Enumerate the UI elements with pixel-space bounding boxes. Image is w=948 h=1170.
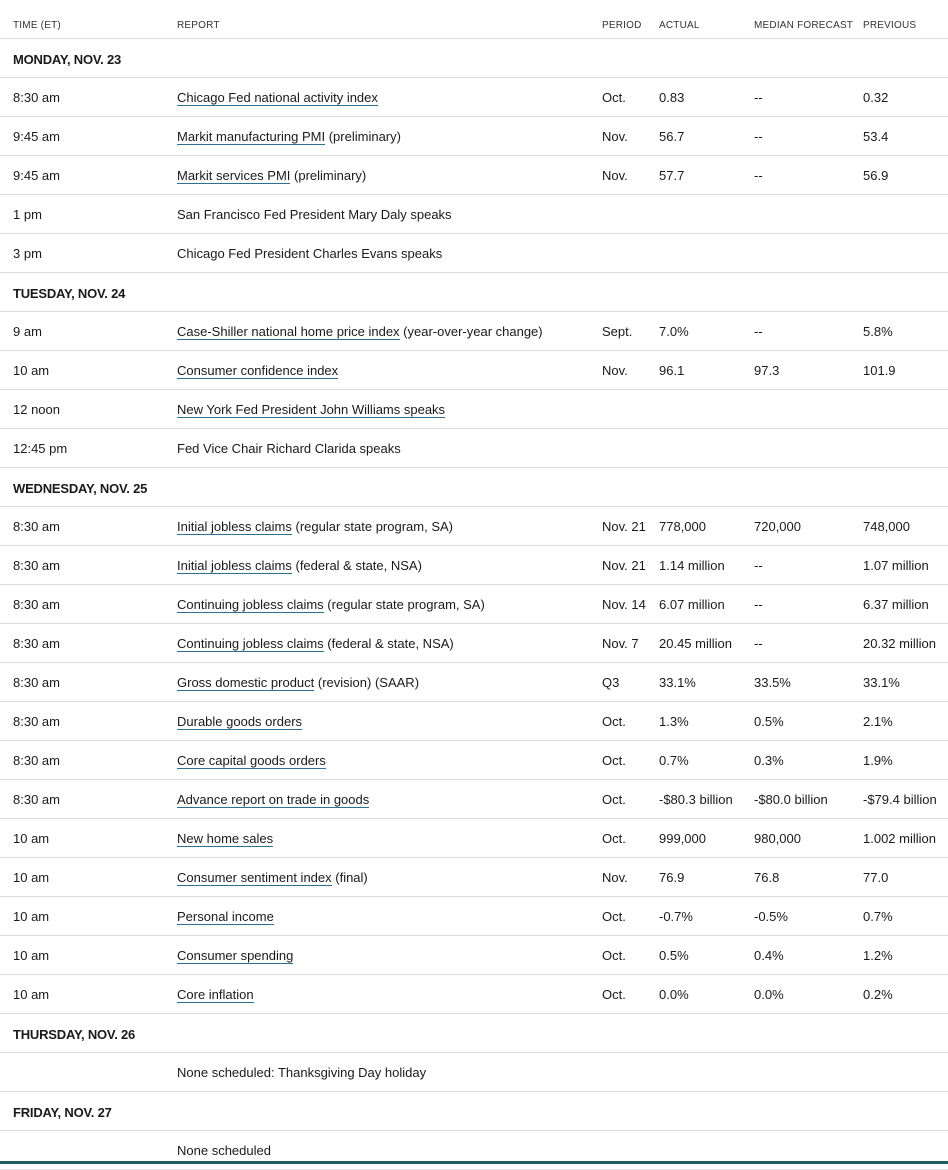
actual-cell: 1.3% bbox=[659, 714, 689, 729]
actual-cell: 96.1 bbox=[659, 363, 685, 378]
report-cell bbox=[177, 714, 302, 729]
time-cell: 9 am bbox=[13, 324, 42, 339]
median-forecast-cell: 980,000 bbox=[754, 831, 801, 846]
previous-cell: 748,000 bbox=[863, 519, 910, 534]
report-detail: (revision) (SAAR) bbox=[314, 675, 420, 690]
report-link[interactable]: Consumer spending bbox=[177, 948, 294, 963]
report-detail: (preliminary) bbox=[325, 129, 401, 144]
day-header bbox=[0, 1092, 948, 1131]
time-cell: 8:30 am bbox=[13, 636, 60, 651]
report-cell bbox=[177, 870, 368, 885]
report-detail: None scheduled: Thanksgiving Day holiday bbox=[177, 1065, 427, 1080]
table-row bbox=[0, 1131, 948, 1170]
day-header bbox=[0, 1014, 948, 1053]
report-link[interactable]: Initial jobless claims bbox=[177, 558, 292, 573]
report-cell bbox=[177, 519, 453, 534]
report-cell bbox=[177, 90, 378, 105]
table-header bbox=[0, 0, 948, 39]
table-row bbox=[0, 741, 948, 780]
actual-cell: 57.7 bbox=[659, 168, 685, 183]
table-row bbox=[0, 780, 948, 819]
report-detail: Chicago Fed President Charles Evans speaks bbox=[177, 246, 443, 261]
period-cell: Nov. 21 bbox=[602, 519, 646, 534]
table-row bbox=[0, 234, 948, 273]
report-cell bbox=[177, 792, 369, 807]
time-cell: 10 am bbox=[13, 870, 50, 885]
time-cell: 8:30 am bbox=[13, 753, 60, 768]
median-forecast-cell: 720,000 bbox=[754, 519, 801, 534]
median-forecast-cell: -$80.0 billion bbox=[754, 792, 828, 807]
header-time: TIME (ET) bbox=[13, 20, 61, 31]
report-link[interactable]: Consumer sentiment index bbox=[177, 870, 332, 885]
previous-cell: -$79.4 billion bbox=[863, 792, 937, 807]
day-label: FRIDAY, NOV. 27 bbox=[13, 1105, 112, 1120]
period-cell: Oct. bbox=[602, 909, 626, 924]
time-cell: 8:30 am bbox=[13, 519, 60, 534]
actual-cell: 0.5% bbox=[659, 948, 689, 963]
report-detail: Fed Vice Chair Richard Clarida speaks bbox=[177, 441, 401, 456]
day-label: TUESDAY, NOV. 24 bbox=[13, 286, 126, 301]
report-detail: San Francisco Fed President Mary Daly speaks bbox=[177, 207, 452, 222]
previous-cell: 77.0 bbox=[863, 870, 889, 885]
table-row bbox=[0, 663, 948, 702]
previous-cell: 0.2% bbox=[863, 987, 893, 1002]
report-link[interactable]: Markit manufacturing PMI bbox=[177, 129, 326, 144]
median-forecast-cell: 76.8 bbox=[754, 870, 780, 885]
report-link[interactable]: Personal income bbox=[177, 909, 274, 924]
time-cell: 8:30 am bbox=[13, 714, 60, 729]
period-cell: Nov. bbox=[602, 363, 628, 378]
report-cell bbox=[177, 987, 254, 1002]
median-forecast-cell: -- bbox=[754, 129, 763, 144]
actual-cell: 0.83 bbox=[659, 90, 685, 105]
time-cell: 8:30 am bbox=[13, 558, 60, 573]
report-cell bbox=[177, 948, 293, 963]
table-row bbox=[0, 897, 948, 936]
day-label: MONDAY, NOV. 23 bbox=[13, 52, 122, 67]
header-actual: ACTUAL bbox=[659, 20, 700, 31]
median-forecast-cell: 0.5% bbox=[754, 714, 784, 729]
actual-cell: 7.0% bbox=[659, 324, 689, 339]
table-row bbox=[0, 819, 948, 858]
median-forecast-cell: 0.0% bbox=[754, 987, 784, 1002]
median-forecast-cell: 0.3% bbox=[754, 753, 784, 768]
time-cell: 3 pm bbox=[13, 246, 42, 261]
table-row bbox=[0, 117, 948, 156]
actual-cell: 33.1% bbox=[659, 675, 696, 690]
period-cell: Nov. 21 bbox=[602, 558, 646, 573]
table-row bbox=[0, 429, 948, 468]
day-header bbox=[0, 39, 948, 78]
time-cell: 10 am bbox=[13, 987, 50, 1002]
time-cell: 10 am bbox=[13, 909, 50, 924]
table-row bbox=[0, 624, 948, 663]
median-forecast-cell: 97.3 bbox=[754, 363, 780, 378]
previous-cell: 6.37 million bbox=[863, 597, 929, 612]
report-link[interactable]: Markit services PMI bbox=[177, 168, 291, 183]
previous-cell: 53.4 bbox=[863, 129, 889, 144]
day-label: WEDNESDAY, NOV. 25 bbox=[13, 481, 148, 496]
table-row bbox=[0, 936, 948, 975]
time-cell: 8:30 am bbox=[13, 90, 60, 105]
period-cell: Oct. bbox=[602, 987, 626, 1002]
period-cell: Oct. bbox=[602, 753, 626, 768]
report-detail: (federal & state, NSA) bbox=[323, 636, 454, 651]
report-link[interactable]: Continuing jobless claims bbox=[177, 636, 324, 651]
median-forecast-cell: -- bbox=[754, 168, 763, 183]
table-row bbox=[0, 507, 948, 546]
time-cell: 12:45 pm bbox=[13, 441, 68, 456]
header-previous: PREVIOUS bbox=[863, 20, 917, 31]
actual-cell: 0.7% bbox=[659, 753, 689, 768]
period-cell: Sept. bbox=[602, 324, 633, 339]
report-detail: (regular state program, SA) bbox=[323, 597, 485, 612]
report-link[interactable]: Initial jobless claims bbox=[177, 519, 292, 534]
time-cell: 8:30 am bbox=[13, 597, 60, 612]
table-row bbox=[0, 702, 948, 741]
report-cell bbox=[177, 168, 366, 183]
period-cell: Oct. bbox=[602, 792, 626, 807]
report-cell bbox=[177, 207, 452, 222]
report-link[interactable]: Consumer confidence index bbox=[177, 363, 339, 378]
header-period: PERIOD bbox=[602, 20, 642, 31]
period-cell: Oct. bbox=[602, 90, 626, 105]
report-link[interactable]: Gross domestic product bbox=[177, 675, 315, 690]
median-forecast-cell: -- bbox=[754, 636, 763, 651]
actual-cell: 76.9 bbox=[659, 870, 685, 885]
previous-cell: 56.9 bbox=[863, 168, 889, 183]
report-link[interactable]: Durable goods orders bbox=[177, 714, 303, 729]
median-forecast-cell: -0.5% bbox=[754, 909, 788, 924]
actual-cell: 1.14 million bbox=[659, 558, 725, 573]
table-row bbox=[0, 858, 948, 897]
report-detail: (preliminary) bbox=[290, 168, 367, 183]
table-row bbox=[0, 312, 948, 351]
period-cell: Nov. 7 bbox=[602, 636, 639, 651]
previous-cell: 101.9 bbox=[863, 363, 896, 378]
report-detail: (federal & state, NSA) bbox=[291, 558, 422, 573]
table-row bbox=[0, 195, 948, 234]
median-forecast-cell: -- bbox=[754, 558, 763, 573]
day-header bbox=[0, 273, 948, 312]
report-detail: (final) bbox=[331, 870, 368, 885]
report-cell bbox=[177, 909, 274, 924]
table-row bbox=[0, 351, 948, 390]
previous-cell: 1.07 million bbox=[863, 558, 929, 573]
median-forecast-cell: -- bbox=[754, 90, 763, 105]
table-row bbox=[0, 585, 948, 624]
median-forecast-cell: 0.4% bbox=[754, 948, 784, 963]
previous-cell: 0.32 bbox=[863, 90, 889, 105]
report-cell bbox=[177, 363, 338, 378]
actual-cell: 999,000 bbox=[659, 831, 706, 846]
previous-cell: 2.1% bbox=[863, 714, 893, 729]
report-cell bbox=[177, 831, 273, 846]
report-detail: (year-over-year change) bbox=[399, 324, 543, 339]
report-detail: None scheduled bbox=[177, 1143, 271, 1158]
report-link[interactable]: New York Fed President John Williams speaks bbox=[177, 402, 446, 417]
previous-cell: 33.1% bbox=[863, 675, 900, 690]
actual-cell: -0.7% bbox=[659, 909, 693, 924]
report-link[interactable]: New home sales bbox=[177, 831, 274, 846]
time-cell: 10 am bbox=[13, 948, 50, 963]
report-link[interactable]: Chicago Fed national activity index bbox=[177, 90, 378, 105]
actual-cell: 6.07 million bbox=[659, 597, 725, 612]
day-label: THURSDAY, NOV. 26 bbox=[13, 1027, 136, 1042]
table-row bbox=[0, 975, 948, 1014]
report-cell bbox=[177, 558, 422, 573]
previous-cell: 1.002 million bbox=[863, 831, 936, 846]
time-cell: 8:30 am bbox=[13, 792, 60, 807]
time-cell: 9:45 am bbox=[13, 129, 60, 144]
time-cell: 9:45 am bbox=[13, 168, 60, 183]
report-cell bbox=[177, 246, 442, 261]
report-cell bbox=[177, 1143, 271, 1158]
previous-cell: 5.8% bbox=[863, 324, 893, 339]
period-cell: Oct. bbox=[602, 714, 626, 729]
report-link[interactable]: Advance report on trade in goods bbox=[177, 792, 370, 807]
period-cell: Q3 bbox=[602, 675, 620, 690]
period-cell: Oct. bbox=[602, 948, 626, 963]
table-row bbox=[0, 156, 948, 195]
time-cell: 10 am bbox=[13, 831, 50, 846]
period-cell: Oct. bbox=[602, 831, 626, 846]
period-cell: Nov. bbox=[602, 870, 628, 885]
previous-cell: 0.7% bbox=[863, 909, 893, 924]
header-median-forecast: MEDIAN FORECAST bbox=[754, 20, 854, 31]
report-link[interactable]: Core inflation bbox=[177, 987, 254, 1002]
actual-cell: 0.0% bbox=[659, 987, 689, 1002]
actual-cell: 56.7 bbox=[659, 129, 685, 144]
report-link[interactable]: Continuing jobless claims bbox=[177, 597, 324, 612]
time-cell: 12 noon bbox=[13, 402, 60, 417]
report-cell bbox=[177, 402, 445, 417]
report-link[interactable]: Case-Shiller national home price index bbox=[177, 324, 400, 339]
report-cell bbox=[177, 753, 326, 768]
table-body bbox=[0, 39, 948, 1170]
report-detail: (regular state program, SA) bbox=[291, 519, 453, 534]
header-report: REPORT bbox=[177, 20, 220, 31]
report-cell bbox=[177, 129, 401, 144]
time-cell: 10 am bbox=[13, 363, 50, 378]
report-cell bbox=[177, 324, 543, 339]
table-row bbox=[0, 390, 948, 429]
time-cell: 1 pm bbox=[13, 207, 42, 222]
period-cell: Nov. bbox=[602, 129, 628, 144]
table-row bbox=[0, 78, 948, 117]
report-cell bbox=[177, 675, 419, 690]
previous-cell: 20.32 million bbox=[863, 636, 936, 651]
report-cell bbox=[177, 636, 454, 651]
table-row bbox=[0, 1053, 948, 1092]
actual-cell: 20.45 million bbox=[659, 636, 732, 651]
median-forecast-cell: -- bbox=[754, 324, 763, 339]
time-cell: 8:30 am bbox=[13, 675, 60, 690]
report-cell bbox=[177, 1065, 426, 1080]
actual-cell: -$80.3 billion bbox=[659, 792, 733, 807]
report-link[interactable]: Core capital goods orders bbox=[177, 753, 326, 768]
period-cell: Nov. bbox=[602, 168, 628, 183]
actual-cell: 778,000 bbox=[659, 519, 706, 534]
report-cell bbox=[177, 597, 485, 612]
previous-cell: 1.9% bbox=[863, 753, 893, 768]
median-forecast-cell: -- bbox=[754, 597, 763, 612]
median-forecast-cell: 33.5% bbox=[754, 675, 791, 690]
day-header bbox=[0, 468, 948, 507]
previous-cell: 1.2% bbox=[863, 948, 893, 963]
period-cell: Nov. 14 bbox=[602, 597, 646, 612]
table-row bbox=[0, 546, 948, 585]
report-cell bbox=[177, 441, 401, 456]
